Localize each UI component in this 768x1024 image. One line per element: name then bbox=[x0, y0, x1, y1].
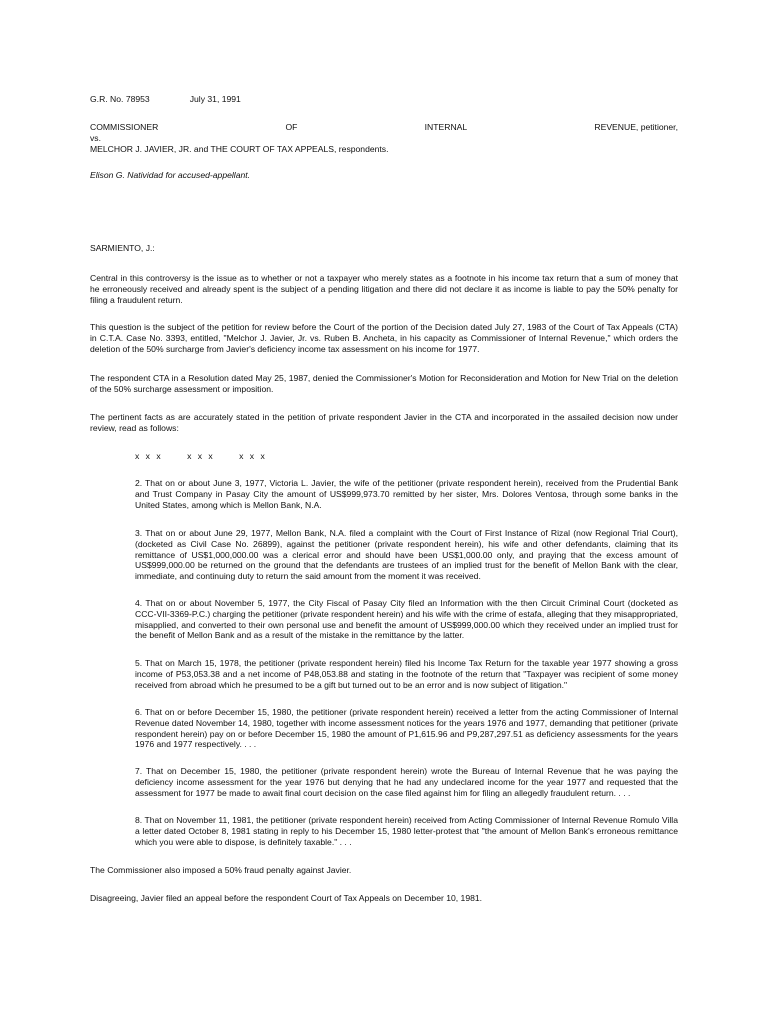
paragraph: Central in this controversy is the issue as to whether or not a taxpayer who merely states as a footnote in his income tax return that a sum of money that he erroneously received and already spent is the subject of a pending litigation and there did not declare it as income is liable to pay the 50% penalty for filing a fraudulent return. bbox=[90, 273, 678, 305]
case-parties bbox=[90, 122, 678, 154]
closing-paragraph: Disagreeing, Javier filed an appeal before the respondent Court of Tax Appeals on December 10, 1981. bbox=[90, 893, 483, 903]
petitioner-word: COMMISSIONER bbox=[90, 122, 159, 132]
closing-paragraph: The Commissioner also imposed a 50% fraud penalty against Javier. bbox=[90, 865, 352, 875]
ellipsis-mark: x x x bbox=[187, 451, 215, 461]
petitioner-word: OF bbox=[285, 122, 298, 132]
quoted-fact: 2. That on or about June 3, 1977, Victoria L. Javier, the wife of the petitioner (private respondent herein), received from the Prudential Bank and Trust Company in Pasay City the amount of US$999,973.70 remitted by her sister, Mrs. Dolores Ventosa, through some banks in the United States, among which is Mellon Bank, N.A. bbox=[135, 478, 678, 510]
petitioner-word: INTERNAL bbox=[424, 122, 468, 132]
ellipsis-mark: x x x bbox=[239, 451, 267, 461]
quoted-fact: 5. That on March 15, 1978, the petitioner (private respondent herein) filed his Income Tax Return for the taxable year 1977 showing a gross income of P53,053.38 and a net income of P48,053.88 and stating in the footnote of the return that "Taxpayer was recipient of some money received from abroad which he presumed to be a gift but turned out to be an error and is now subject of litigation." bbox=[135, 658, 678, 690]
case-date: July 31, 1991 bbox=[189, 94, 241, 104]
quoted-fact: 7. That on December 15, 1980, the petitioner (private respondent herein) wrote the Bureau of Internal Revenue that he was paying the deficiency income assessment for the year 1976 but denying that he had any undeclared income for the year 1977 and requested that the assessment for 1977 be made to await final court decision on the case filed against him for filing an allegedly fraudulent return. . . . bbox=[135, 766, 678, 798]
ponente: SARMIENTO, J.: bbox=[90, 243, 155, 253]
quoted-fact: 6. That on or before December 15, 1980, the petitioner (private respondent herein) received a letter from the acting Commissioner of Internal Revenue dated November 14, 1980, together with income assessment notices for the years 1976 and 1977, demanding that petitioner (private respondent herein) pay on or before December 15, 1980 the amount of P1,615.96 and P9,287,297.51 as deficiency assessments for the years 1976 and 1977 respectively. . . . bbox=[135, 707, 678, 750]
respondents-line: MELCHOR J. JAVIER, JR. and THE COURT OF TAX APPEALS, respondents. bbox=[90, 143, 389, 154]
quoted-fact: 4. That on or about November 5, 1977, the City Fiscal of Pasay City filed an Information with the then Circuit Criminal Court (docketed as CCC-VII-3369-P.C.) charging the petitioner (private respondent herein) and his wife with the crime of estafa, alleging that they misappropriated, misapplied, and converted to their own personal use and benefit the amount of US$999,000.00 which they received under an implied trust for the benefit of Mellon Bank and as a result of the mistake in the remittance by the latter. bbox=[135, 598, 678, 641]
ellipsis-mark: x x x bbox=[135, 451, 163, 461]
paragraph: The pertinent facts as are accurately stated in the petition of private respondent Javier in the CTA and incorporated in the assailed decision now under review, read as follows: bbox=[90, 412, 678, 433]
versus-label: vs. bbox=[90, 132, 101, 143]
paragraph: The respondent CTA in a Resolution dated May 25, 1987, denied the Commissioner's Motion for Reconsideration and Motion for New Trial on the deletion of the 50% surcharge assessment or imposition. bbox=[90, 373, 678, 394]
petitioner-word: REVENUE, petitioner, bbox=[594, 122, 678, 132]
quoted-fact: 8. That on November 11, 1981, the petitioner (private respondent herein) received from Acting Commissioner of Internal Revenue Romulo Villa a letter dated October 8, 1981 stating in reply to his December 15, 1980 letter-protest that "the amount of Mellon Bank's erroneous remittance which you were able to dispose, is definitely taxable." . . . bbox=[135, 815, 678, 847]
paragraph: This question is the subject of the petition for review before the Court of the portion of the Decision dated July 27, 1983 of the Court of Tax Appeals (CTA) in C.T.A. Case No. 3393, entitled, "Melchor J. Javier, Jr. vs. Ruben B. Ancheta, in his capacity as Commissioner of Internal Revenue," which orders the deletion of the 50% surcharge from Javier's deficiency income tax assessment on his income for 1977. bbox=[90, 322, 678, 354]
petitioner-line bbox=[90, 122, 678, 133]
case-number: G.R. No. 78953 bbox=[90, 94, 150, 104]
case-header bbox=[90, 94, 678, 105]
quoted-fact: 3. That on or about June 29, 1977, Mellon Bank, N.A. filed a complaint with the Court of First Instance of Rizal (now Regional Trial Court), (docketed as Civil Case No. 26899), against the petitioner (private respondent herein), his wife and other defendants, claiming that its remittance of US$1,000,000.00 was a clerical error and should have been US$1,000.00 only, and praying that the excess amount of US$999,000.00 be returned on the ground that the defendants are trustees of an implied trust for the benefit of Mellon Bank with the clear, immediate, and continuing duty to return the said amount from the moment it was received. bbox=[135, 528, 678, 582]
counsel-line: Elison G. Natividad for accused-appellant. bbox=[90, 170, 251, 180]
ellipsis-marks bbox=[135, 451, 678, 462]
